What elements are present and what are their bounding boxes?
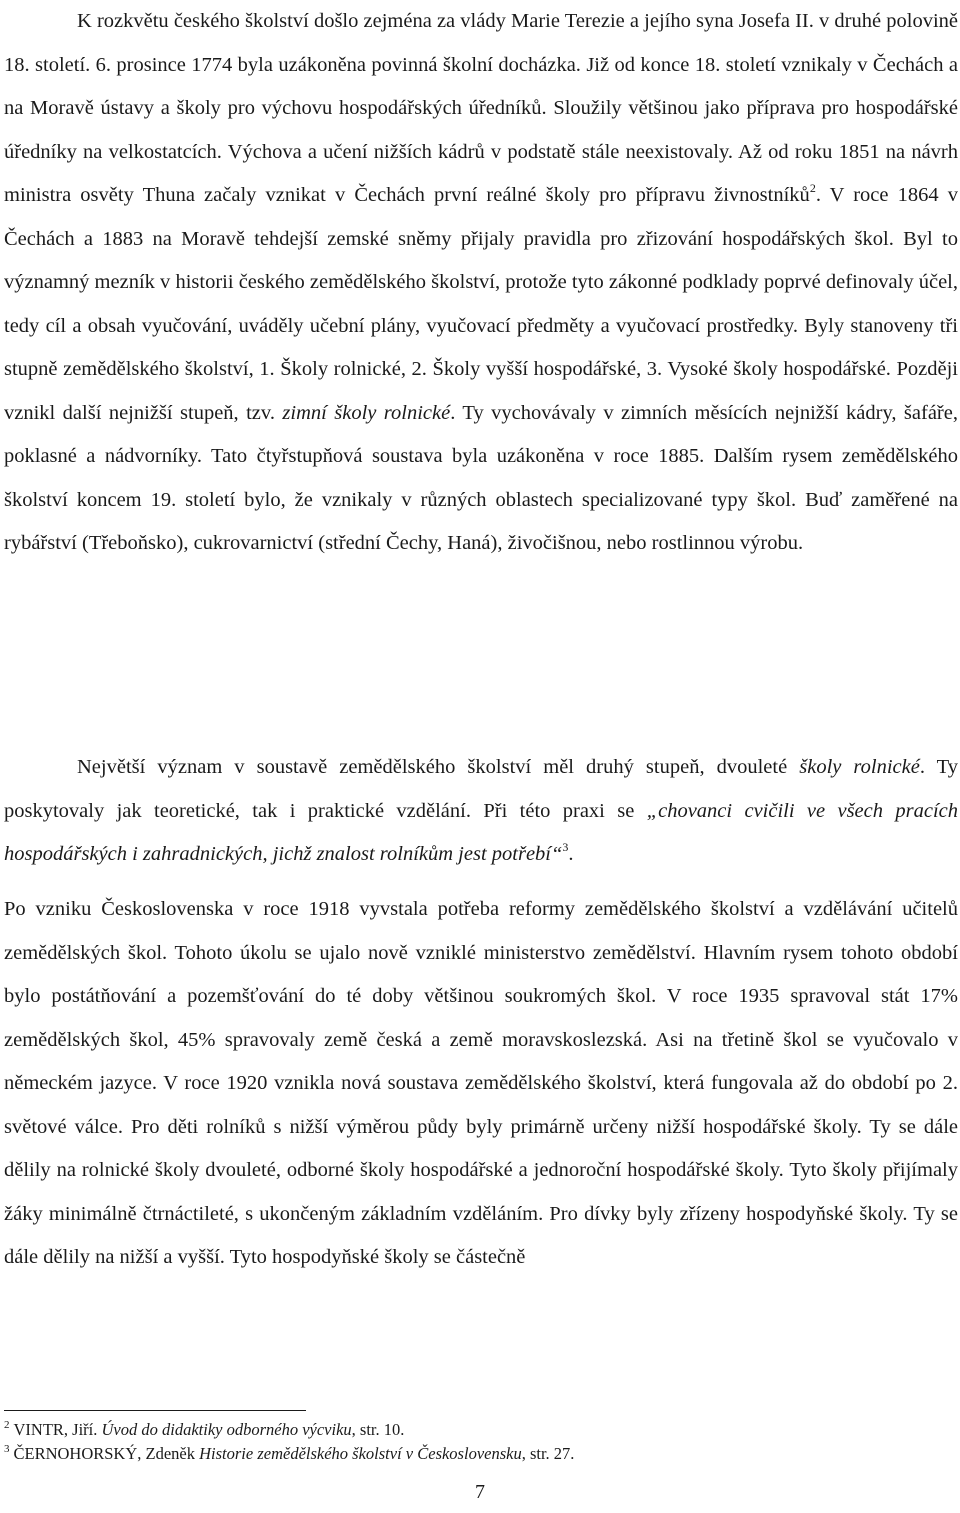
footnote-author: ČERNOHORSKÝ, Zdeněk <box>13 1444 200 1463</box>
footnote-separator <box>4 1410 306 1411</box>
footnote-author: VINTR, Jiří. <box>13 1420 102 1439</box>
paragraph-2-italic-term: školy rolnické <box>799 756 920 778</box>
footnote-number: 2 <box>4 1419 10 1431</box>
paragraph-1-italic-term: zimní školy rolnické <box>282 401 451 424</box>
footnote-title: Úvod do didaktiky odborného výcviku <box>101 1420 352 1439</box>
footnote-ref-2[interactable]: 2 <box>809 181 816 195</box>
paragraph-1-text-c: . Ty vychovávaly v zimních měsících nejnižší kádry, šafáře, poklasné a nádvorníky. Tato čtyřstupňová soustava byla uzákoněna v roce 1885. Dalším rysem zemědělského školství koncem 19. století bylo, že vznikaly v různých oblastech specializované typy škol. Buď zaměřené na rybářství (Třeboňsko), cukrovarnictví (střední Čechy, Haná), živočišnou, nebo rostlinnou výrobu. <box>4 401 958 554</box>
paragraph-1-text-a: K rozkvětu českého školství došlo zejména za vlády Marie Terezie a jejího syna Josefa II. v druhé polovině 18. století. 6. prosince 1774 byla uzákoněna povinná školní docházka. Již od konce 18. století vznikaly v Čechách a na Moravě ústavy a školy pro výchovu hospodářských úředníků. Sloužily většinou jako příprava pro hospodářské úředníky na velkostatcích. Výchova a učení nižších kádrů v podstatě stále neexistovaly. Až od roku 1851 na návrh ministra osvěty Thuna začaly vznikat v Čechách první reálné školy pro přípravu živnostníků <box>4 10 958 206</box>
footnotes <box>4 1418 958 1466</box>
paragraph-3: Po vzniku Československa v roce 1918 vyvstala potřeba reformy zemědělského školství a vzdělávání učitelů zemědělských škol. Tohoto úkolu se ujalo nově vzniklé ministerstvo zemědělství. Hlavním rysem tohoto období bylo postátňování a pozemšťování do té doby většinou soukromých škol. V roce 1935 spravoval stát 17% zemědělských škol, 45% spravovaly země česká a země moravskoslezská. Asi na třetině škol se vyučovalo v německém jazyce. V roce 1920 vznikla nová soustava zemědělského školství, která fungovala až do období po 2. světové válce. Pro děti rolníků s nižší výměrou půdy byly primárně určeny nižší hospodářské školy. Ty se dále dělily na rolnické školy dvouleté, odborné školy hospodářské a jednoroční hospodářské školy. Tyto školy přijímaly žáky minimálně čtrnáctileté, s ukončeným základním vzděláním. Pro dívky byly zřízeny hospodyňské školy. Ty se dále dělily na nižší a vyšší. Tyto hospodyňské školy se částečně <box>4 898 958 1268</box>
paragraph-2-quote: „chovanci cvičili ve všech pracích hospodářských i zahradnických, jichž znalost rolníkům jest potřebí“ <box>4 799 958 865</box>
footnote-2 <box>4 1418 958 1442</box>
page-number: 7 <box>475 1481 485 1503</box>
paragraph-2-text-c: . <box>568 843 574 865</box>
footnote-number: 3 <box>4 1443 10 1455</box>
footnote-3 <box>4 1442 958 1466</box>
paragraph-2-text-b: . Ty poskytovaly jak teoretické, tak i praktické vzdělání. Při této praxi se <box>4 756 958 822</box>
paragraph-1 <box>4 0 958 566</box>
footnote-ref-3[interactable]: 3 <box>562 840 569 854</box>
footnote-title: Historie zemědělského školství v Československu <box>199 1444 522 1463</box>
footnote-pages: , str. 27. <box>521 1444 575 1463</box>
paragraph-1-text-b: . V roce 1864 v Čechách a 1883 na Moravě tehdejší zemské sněmy přijaly pravidla pro zřizování hospodářských škol. Byl to významný mezník v historii českého zemědělského školství, protože tyto zákonné podklady poprvé definovaly účel, tedy cíl a obsah vyučování, uváděly učební plány, vyučovací předměty a vyučovací prostředky. Byly stanoveny tři stupně zemědělského školství, 1. Školy rolnické, 2. Školy vyšší hospodářské, 3. Vysoké školy hospodářské. Později vznikl další nejnižší stupeň, tzv. <box>4 184 958 424</box>
footnote-pages: , str. 10. <box>351 1420 405 1439</box>
paragraph-2 <box>4 746 958 877</box>
paragraph-2-text-a: Největší význam v soustavě zemědělského školství měl druhý stupeň, dvouleté <box>77 756 800 778</box>
